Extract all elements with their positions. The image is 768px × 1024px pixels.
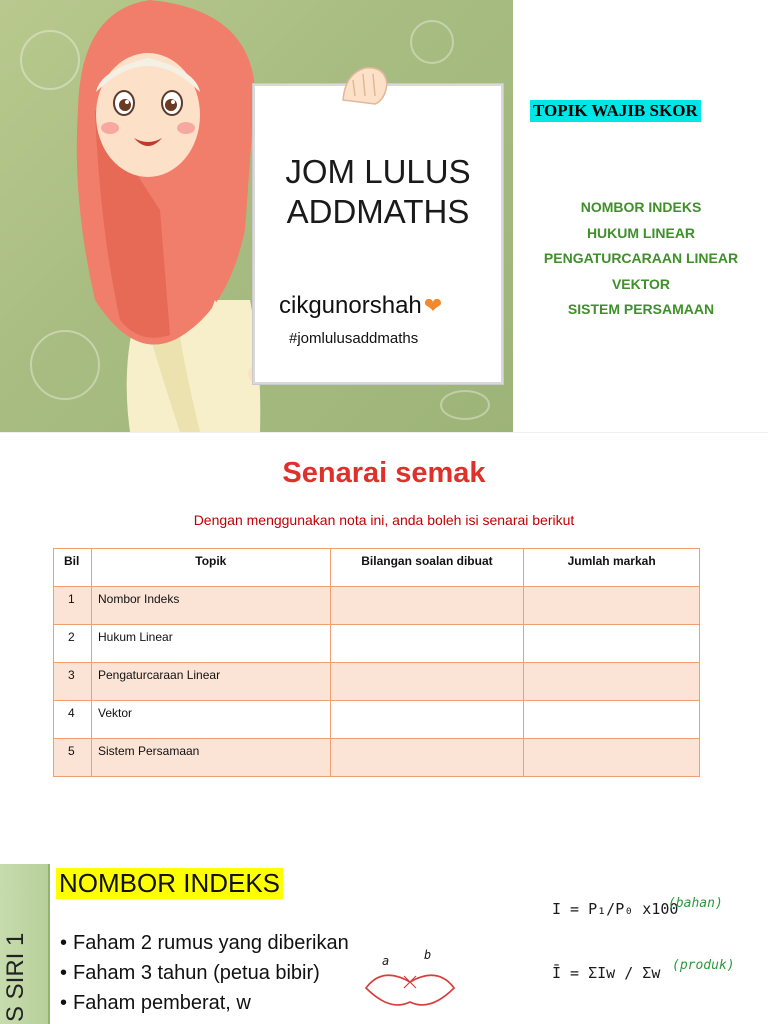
checklist-title: Senarai semak [282, 457, 486, 489]
section-heading: NOMBOR INDEKS [56, 868, 283, 899]
cell-markah[interactable] [524, 625, 700, 663]
list-item: NOMBOR INDEKS [580, 199, 702, 215]
table-header-row [54, 549, 700, 587]
cell-soalan[interactable] [330, 701, 524, 739]
cell-bil: 3 [54, 663, 92, 701]
checklist-table [53, 548, 700, 777]
cell-soalan[interactable] [330, 663, 524, 701]
hand-illustration [335, 60, 395, 110]
board-title-line1: JOM LULUS [285, 153, 471, 190]
table-row [54, 587, 700, 625]
header-bilangan-soalan: Bilangan soalan dibuat [330, 549, 524, 587]
lips-label-a: a [382, 954, 390, 968]
compulsory-topics-list [514, 195, 768, 323]
cell-bil: 2 [54, 625, 92, 663]
compulsory-topics-heading: TOPIK WAJIB SKOR [530, 100, 701, 122]
table-row [54, 739, 700, 777]
list-item: VEKTOR [611, 275, 671, 292]
cell-markah[interactable] [524, 587, 700, 625]
title-board [253, 84, 503, 384]
cell-topik: Nombor Indeks [91, 587, 330, 625]
cell-soalan[interactable] [330, 625, 524, 663]
series-sidebar [0, 864, 50, 1024]
cover-illustration [0, 0, 513, 432]
note-bahan: (bahan) [668, 896, 723, 911]
board-title [255, 152, 501, 232]
list-item: • Faham 2 rumus yang diberikan [60, 928, 349, 958]
compulsory-topics-panel [514, 0, 768, 432]
hashtag: #jomlulusaddmaths [289, 330, 419, 347]
list-item: • Faham pemberat, w [60, 988, 349, 1018]
cell-soalan[interactable] [330, 739, 524, 777]
nombor-indeks-slide [0, 864, 768, 1024]
cell-topik: Hukum Linear [91, 625, 330, 663]
table-row [54, 625, 700, 663]
board-title-line2: ADDMATHS [286, 193, 470, 230]
lips-sketch-icon [360, 954, 460, 1014]
list-item: • Faham 3 tahun (petua bibir) [60, 958, 349, 988]
note-produk: (produk) [672, 958, 735, 973]
cell-bil: 1 [54, 587, 92, 625]
cell-topik: Sistem Persamaan [91, 739, 330, 777]
checklist-slide [0, 432, 768, 864]
heart-icon: ❤ [423, 293, 443, 318]
checklist-subtitle: Dengan menggunakan nota ini, anda boleh isi senarai berikut [193, 512, 575, 528]
series-label: S SIRI 1 [2, 932, 29, 1022]
cell-markah[interactable] [524, 663, 700, 701]
list-item: PENGATURCARAAN LINEAR [543, 250, 739, 266]
cell-bil: 5 [54, 739, 92, 777]
doodle-circle [440, 390, 490, 420]
cell-markah[interactable] [524, 701, 700, 739]
formula-index: I = P₁/P₀ x100 [552, 900, 679, 918]
table-row [54, 663, 700, 701]
table-row [54, 701, 700, 739]
cell-soalan[interactable] [330, 587, 524, 625]
formula-composite-index: Ī = ΣIw / Σw [552, 964, 661, 982]
list-item: SISTEM PERSAMAAN [567, 301, 715, 317]
header-topik: Topik [91, 549, 330, 587]
doodle-circle [410, 20, 454, 64]
header-jumlah-markah: Jumlah markah [524, 549, 700, 587]
cell-markah[interactable] [524, 739, 700, 777]
cell-topik: Vektor [91, 701, 330, 739]
author-name [279, 292, 442, 320]
lips-label-b: b [424, 948, 432, 962]
header-bil: Bil [54, 549, 92, 587]
cover-slide [0, 0, 768, 432]
list-item: HUKUM LINEAR [586, 224, 696, 241]
author-text: cikgunorshah [279, 292, 422, 319]
bullet-list [60, 928, 349, 1018]
cell-bil: 4 [54, 701, 92, 739]
cell-topik: Pengaturcaraan Linear [91, 663, 330, 701]
